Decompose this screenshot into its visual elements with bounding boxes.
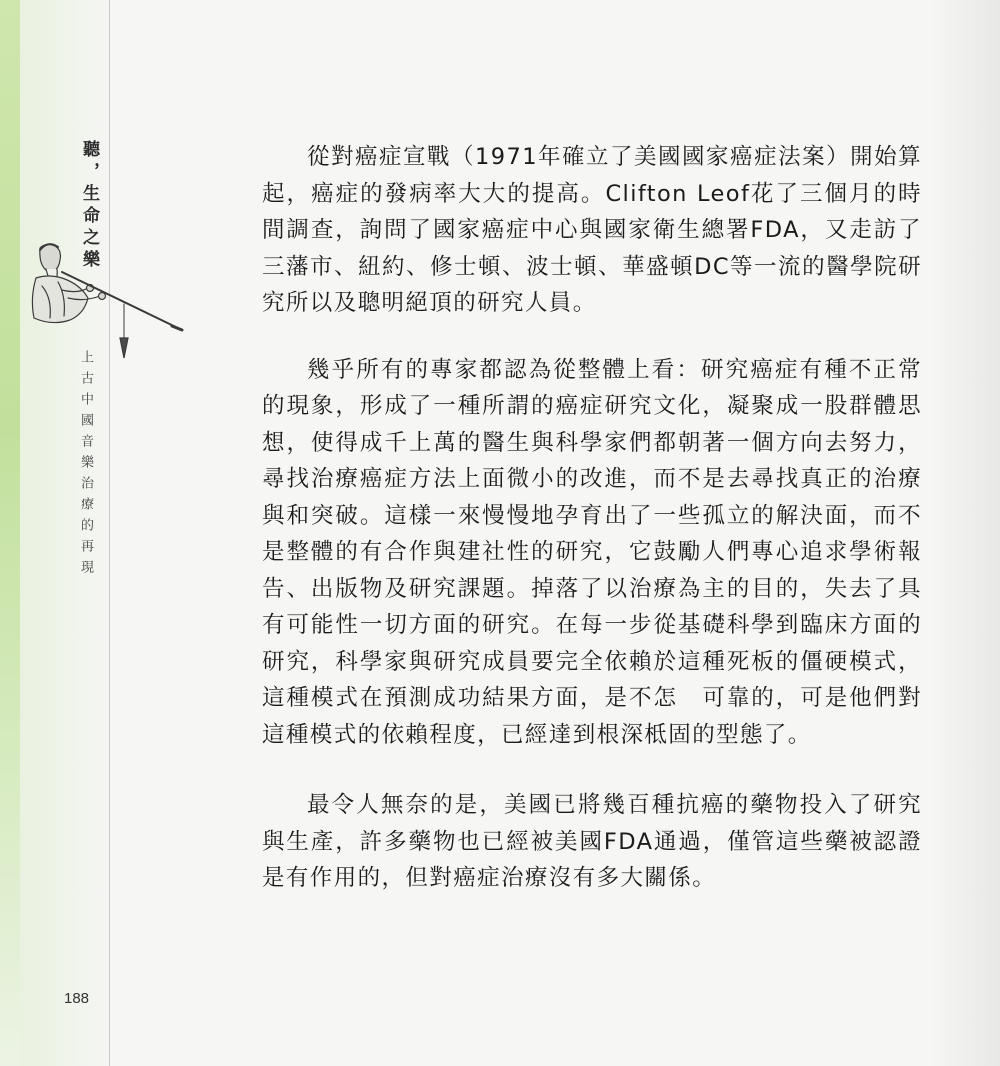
margin-divider: [109, 0, 110, 1066]
book-subtitle: 上古中國音樂治療的再現: [78, 350, 93, 581]
page-number: 188: [64, 990, 90, 1007]
paragraph-2: 幾乎所有的專家都認為從整體上看：研究癌症有種不正常的現象，形成了一種所謂的癌症研究文化，凝聚成一股群體思想，使得成千上萬的醫生與科學家們都朝著一個方向去努力，尋找治療癌症方法上面微小的改進，而不是去尋找真正的治療與和突破。這樣一來慢慢地孕育出了一些孤立的解決面，而不是整體的有合作與建社性的研究，它鼓勵人們專心追求學術報告、出版物及研究課題。掉落了以治療為主的目的，失去了具有可能性一切方面的研究。在每一步從基礎科學到臨床方面的研究，科學家與研究成員要完全依賴於這種死板的僵硬模式，這種模式在預測成功結果方面，是不怎 可靠的，可是他們對這種模式的依賴程度，已經達到根深柢固的型態了。: [262, 356, 922, 748]
book-title: 聽，生命之樂: [79, 140, 99, 272]
paragraph-1: 從對癌症宣戰（1971年確立了美國國家癌症法案）開始算起，癌症的發病率大大的提高。Clifton Leof花了三個月的時間調查，詢問了國家癌症中心與國家衛生總署FDA，又走訪了三藩市、紐約、修士頓、波士頓、華盛頓DC等一流的醫學院研究所以及聰明絕頂的研究人員。: [262, 144, 922, 316]
body-text: [262, 139, 922, 897]
flute-player-icon: [22, 238, 192, 383]
paragraph-3: 最令人無奈的是，美國已將幾百種抗癌的藥物投入了研究與生產，許多藥物也已經被美國FDA通過，僅管這些藥被認證是有作用的，但對癌症治療沒有多大關係。: [262, 792, 922, 891]
green-edge-band: [0, 0, 20, 1066]
page-gutter-shadow: [930, 0, 1000, 1066]
